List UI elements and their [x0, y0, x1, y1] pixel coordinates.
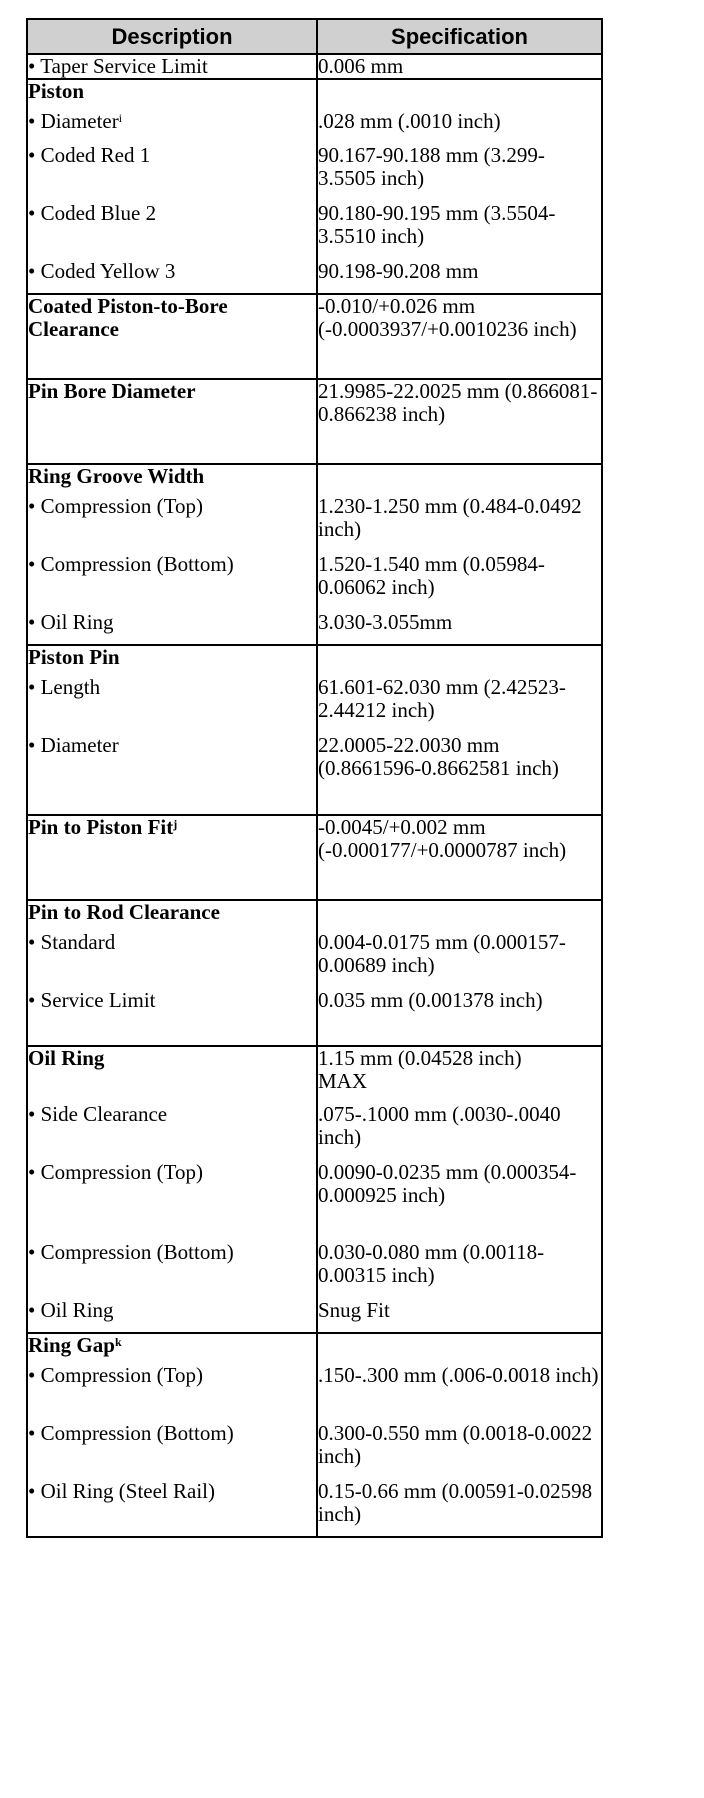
table-row	[27, 815, 602, 900]
table-row	[27, 676, 602, 734]
footnote-marker: j	[173, 817, 178, 831]
row-specification: 0.006 mm	[317, 54, 602, 79]
row-description: • Standard	[27, 931, 317, 989]
row-specification: 0.0090-0.0235 mm (0.000354-0.000925 inch)	[317, 1161, 602, 1241]
group-title-ring-gap	[27, 1333, 317, 1364]
row-specification: -0.010/+0.026 mm (-0.0003937/+0.0010236 inch)	[317, 294, 602, 379]
row-description: • Compression (Bottom)	[27, 1422, 317, 1480]
table-row	[27, 553, 602, 611]
row-specification: 0.300-0.550 mm (0.0018-0.0022 inch)	[317, 1422, 602, 1480]
description-header: Description	[27, 19, 317, 54]
row-specification: 1.230-1.250 mm (0.484-0.0492 inch)	[317, 495, 602, 553]
row-specification: 0.035 mm (0.001378 inch)	[317, 989, 602, 1046]
table-row	[27, 989, 602, 1046]
table-row	[27, 1480, 602, 1537]
table-row	[27, 1161, 602, 1241]
table-row	[27, 144, 602, 202]
row-specification: 90.167-90.188 mm (3.299-3.5505 inch)	[317, 144, 602, 202]
table-row	[27, 260, 602, 294]
row-specification	[317, 1046, 602, 1103]
row-description: • Coded Red 1	[27, 144, 317, 202]
table-row	[27, 1422, 602, 1480]
table-row	[27, 379, 602, 464]
row-description-text: Pin to Piston Fit	[28, 815, 174, 839]
group-title-row	[27, 900, 602, 931]
row-description: • Compression (Top)	[27, 1161, 317, 1241]
ring-gap-title: Ring Gap	[28, 1333, 115, 1357]
row-specification: 1.520-1.540 mm (0.05984-0.06062 inch)	[317, 553, 602, 611]
group-title-row	[27, 464, 602, 495]
specification-header: Specification	[317, 19, 602, 54]
oil-ring-spec-max: MAX	[318, 1069, 368, 1093]
table-row	[27, 611, 602, 645]
specification-table	[26, 18, 603, 1538]
group-title-oil-ring: Oil Ring	[27, 1046, 317, 1103]
row-description	[27, 110, 317, 144]
table-row	[27, 1241, 602, 1299]
row-description: • Compression (Top)	[27, 495, 317, 553]
row-description: Pin Bore Diameter	[27, 379, 317, 464]
table-row	[27, 110, 602, 144]
table-row	[27, 495, 602, 553]
row-description: • Compression (Bottom)	[27, 1241, 317, 1299]
row-description: • Compression (Bottom)	[27, 553, 317, 611]
group-title-piston-pin: Piston Pin	[27, 645, 317, 676]
footnote-marker: k	[114, 1335, 122, 1349]
row-description: • Side Clearance	[27, 1103, 317, 1161]
table-row	[27, 202, 602, 260]
row-description: Coated Piston-to-Bore Clearance	[27, 294, 317, 379]
row-specification: 0.004-0.0175 mm (0.000157-0.00689 inch)	[317, 931, 602, 989]
row-description: • Taper Service Limit	[27, 54, 317, 79]
row-specification: Snug Fit	[317, 1299, 602, 1333]
table-row	[27, 734, 602, 815]
row-description: • Oil Ring (Steel Rail)	[27, 1480, 317, 1537]
table-row	[27, 1299, 602, 1333]
table-row	[27, 931, 602, 989]
row-specification: 22.0005-22.0030 mm (0.8661596-0.8662581 inch)	[317, 734, 602, 815]
row-description: • Coded Yellow 3	[27, 260, 317, 294]
group-title-piston: Piston	[27, 79, 317, 110]
footnote-marker: i	[118, 111, 123, 125]
row-specification: -0.0045/+0.002 mm (-0.000177/+0.0000787 inch)	[317, 815, 602, 900]
group-title-row	[27, 1333, 602, 1364]
row-description: • Service Limit	[27, 989, 317, 1046]
row-specification: 0.030-0.080 mm (0.00118-0.00315 inch)	[317, 1241, 602, 1299]
header-row	[27, 19, 602, 54]
row-description: • Oil Ring	[27, 611, 317, 645]
row-description: • Coded Blue 2	[27, 202, 317, 260]
row-description: • Oil Ring	[27, 1299, 317, 1333]
row-specification: .150-.300 mm (.006-0.0018 inch)	[317, 1364, 602, 1422]
table-row	[27, 294, 602, 379]
row-description: • Compression (Top)	[27, 1364, 317, 1422]
table-row	[27, 1364, 602, 1422]
row-specification: 90.198-90.208 mm	[317, 260, 602, 294]
table-row	[27, 1103, 602, 1161]
row-description-text: • Diameter	[28, 109, 119, 133]
group-title-row	[27, 645, 602, 676]
oil-ring-spec: 1.15 mm (0.04528 inch)	[318, 1046, 522, 1070]
group-title-ring-groove: Ring Groove Width	[27, 464, 317, 495]
table-row	[27, 54, 602, 79]
row-specification: 61.601-62.030 mm (2.42523-2.44212 inch)	[317, 676, 602, 734]
group-title-row	[27, 1046, 602, 1103]
row-specification: 3.030-3.055mm	[317, 611, 602, 645]
row-description: • Diameter	[27, 734, 317, 815]
row-specification: 21.9985-22.0025 mm (0.866081-0.866238 inch)	[317, 379, 602, 464]
row-description	[27, 815, 317, 900]
row-specification: 90.180-90.195 mm (3.5504-3.5510 inch)	[317, 202, 602, 260]
group-title-row	[27, 79, 602, 110]
row-specification: .075-.1000 mm (.0030-.0040 inch)	[317, 1103, 602, 1161]
row-description: • Length	[27, 676, 317, 734]
group-title-rod-clearance: Pin to Rod Clearance	[27, 900, 317, 931]
row-specification: .028 mm (.0010 inch)	[317, 110, 602, 144]
row-specification: 0.15-0.66 mm (0.00591-0.02598 inch)	[317, 1480, 602, 1537]
